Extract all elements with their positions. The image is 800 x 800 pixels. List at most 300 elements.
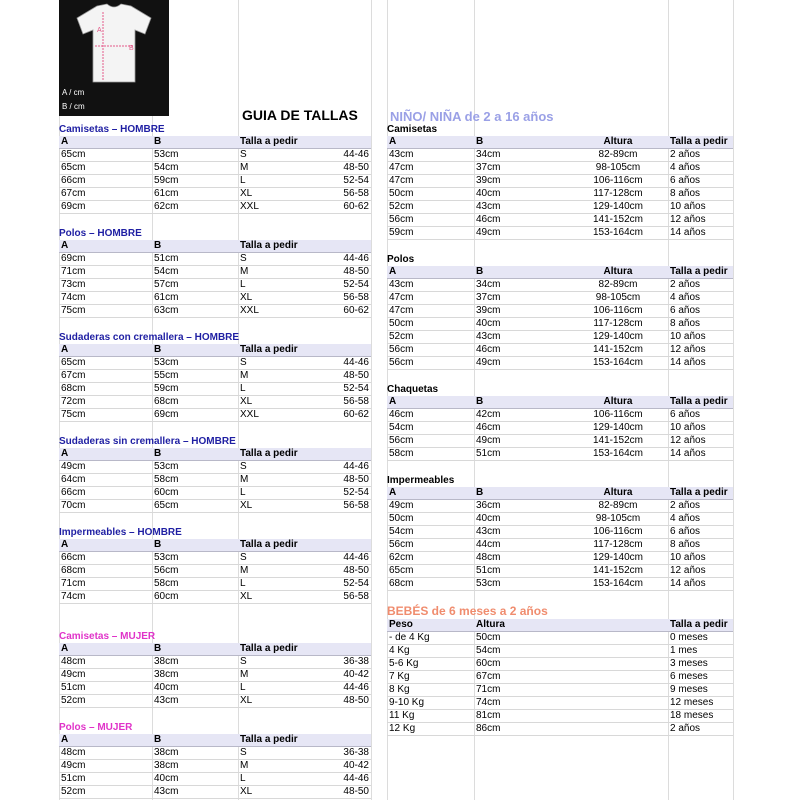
table-cell: 60cm <box>152 591 238 604</box>
table-row <box>59 149 371 162</box>
table-row <box>387 175 733 188</box>
table-cell: 48-50 <box>308 162 371 175</box>
table-cell: 106-116cm <box>568 305 668 318</box>
table-cell: 48-50 <box>308 474 371 487</box>
size-section <box>59 513 371 604</box>
kids-section <box>387 370 733 461</box>
table-cell: 40cm <box>152 773 238 786</box>
table-cell: 47cm <box>387 175 474 188</box>
table-cell: 74cm <box>59 292 152 305</box>
table-cell: 11 Kg <box>387 710 474 723</box>
table-cell: 50cm <box>474 632 568 645</box>
table-row <box>387 448 733 461</box>
size-section <box>59 422 371 513</box>
size-table <box>59 136 371 214</box>
table-cell: XXL <box>238 201 308 214</box>
table-row <box>59 292 371 305</box>
size-section <box>59 708 371 799</box>
header-cell: B <box>152 734 238 747</box>
table-row <box>59 487 371 500</box>
table-row <box>387 578 733 591</box>
section-title: Sudaderas sin cremallera – HOMBRE <box>59 436 236 447</box>
table-cell: 48cm <box>59 656 152 669</box>
table-cell: 10 años <box>668 201 733 214</box>
header-cell: A <box>59 344 152 357</box>
table-row <box>387 279 733 292</box>
table-cell: 38cm <box>152 669 238 682</box>
table-row <box>387 227 733 240</box>
table-row <box>387 552 733 565</box>
table-row <box>387 435 733 448</box>
header-cell: Talla a pedir <box>668 487 733 500</box>
header-cell <box>308 344 371 357</box>
table-cell: M <box>238 266 308 279</box>
table-cell: 7 Kg <box>387 671 474 684</box>
table-cell: XL <box>238 786 308 799</box>
table-cell: 46cm <box>474 344 568 357</box>
table-cell: 56-58 <box>308 500 371 513</box>
table-row <box>59 305 371 318</box>
hero-area <box>59 0 371 123</box>
table-cell: 48-50 <box>308 370 371 383</box>
table-cell: 60-62 <box>308 305 371 318</box>
header-cell: Peso <box>387 619 474 632</box>
table-cell: 9-10 Kg <box>387 697 474 710</box>
table-cell: 67cm <box>59 370 152 383</box>
table-cell: 52-54 <box>308 487 371 500</box>
table-cell: 69cm <box>59 201 152 214</box>
table-cell: XL <box>238 396 308 409</box>
table-cell: 57cm <box>152 279 238 292</box>
table-cell: 43cm <box>152 695 238 708</box>
table-cell: 43cm <box>474 331 568 344</box>
legend-b: B / cm <box>62 102 85 111</box>
header-cell: Altura <box>474 619 568 632</box>
table-cell: 64cm <box>59 474 152 487</box>
table-cell: 129-140cm <box>568 331 668 344</box>
table-cell: 51cm <box>152 253 238 266</box>
table-cell: 56cm <box>387 214 474 227</box>
table-row <box>387 565 733 578</box>
table-cell: 61cm <box>152 292 238 305</box>
table-row <box>59 760 371 773</box>
table-cell: 51cm <box>474 565 568 578</box>
table-cell <box>568 723 668 736</box>
table-cell: 9 meses <box>668 684 733 697</box>
header-cell: Talla a pedir <box>238 448 308 461</box>
table-cell: M <box>238 474 308 487</box>
table-cell: S <box>238 656 308 669</box>
table-row <box>59 565 371 578</box>
table-cell: 51cm <box>59 773 152 786</box>
table-cell: 73cm <box>59 279 152 292</box>
table-cell: 117-128cm <box>568 539 668 552</box>
table-cell: 12 años <box>668 344 733 357</box>
table-cell: 129-140cm <box>568 201 668 214</box>
table-cell: 12 años <box>668 565 733 578</box>
size-table <box>59 240 371 318</box>
table-cell: 43cm <box>387 279 474 292</box>
table-cell: 98-105cm <box>568 162 668 175</box>
table-cell: 48cm <box>59 747 152 760</box>
table-row <box>387 214 733 227</box>
table-cell: 60-62 <box>308 409 371 422</box>
table-cell: 52-54 <box>308 383 371 396</box>
table-header <box>387 136 733 149</box>
table-cell: 141-152cm <box>568 214 668 227</box>
header-cell: B <box>152 240 238 253</box>
adult-sections <box>59 123 371 799</box>
table-cell: 6 años <box>668 305 733 318</box>
table-cell: 37cm <box>474 292 568 305</box>
table-cell: S <box>238 357 308 370</box>
table-cell: 8 años <box>668 188 733 201</box>
table-cell: M <box>238 162 308 175</box>
tshirt-diagram <box>59 0 169 116</box>
table-cell: 2 años <box>668 723 733 736</box>
table-cell: 40cm <box>474 513 568 526</box>
section-title: Sudaderas con cremallera – HOMBRE <box>59 332 240 343</box>
table-row <box>387 292 733 305</box>
table-cell: L <box>238 773 308 786</box>
header-cell <box>568 619 668 632</box>
table-cell: 4 años <box>668 513 733 526</box>
table-row <box>387 513 733 526</box>
table-cell: 98-105cm <box>568 292 668 305</box>
table-cell: 65cm <box>152 500 238 513</box>
table-cell: 153-164cm <box>568 448 668 461</box>
table-row <box>387 331 733 344</box>
header-cell <box>308 734 371 747</box>
kids-size-table <box>387 136 733 240</box>
table-cell: 12 meses <box>668 697 733 710</box>
section-title: Polos <box>387 254 415 265</box>
size-section <box>59 604 371 708</box>
table-cell: 55cm <box>152 370 238 383</box>
table-row <box>59 747 371 760</box>
table-cell: 74cm <box>59 591 152 604</box>
table-row <box>387 526 733 539</box>
table-cell: 52cm <box>59 786 152 799</box>
table-row <box>387 684 733 697</box>
section-title: Polos – HOMBRE <box>59 228 142 239</box>
table-header <box>59 643 371 656</box>
table-cell: 66cm <box>59 175 152 188</box>
table-cell: 65cm <box>387 565 474 578</box>
table-row <box>59 201 371 214</box>
table-cell: 14 años <box>668 227 733 240</box>
table-row <box>387 409 733 422</box>
table-cell: L <box>238 175 308 188</box>
table-row <box>59 656 371 669</box>
table-cell: 60cm <box>152 487 238 500</box>
header-cell: Talla a pedir <box>668 136 733 149</box>
table-cell: 56cm <box>152 565 238 578</box>
size-table <box>59 734 371 799</box>
table-header <box>59 344 371 357</box>
table-cell: S <box>238 253 308 266</box>
table-cell: 56cm <box>387 344 474 357</box>
header-cell: Talla a pedir <box>668 619 733 632</box>
table-cell: 49cm <box>474 435 568 448</box>
table-cell: M <box>238 669 308 682</box>
size-table <box>59 643 371 708</box>
table-cell: 40cm <box>474 318 568 331</box>
table-cell: 49cm <box>59 461 152 474</box>
table-row <box>387 539 733 552</box>
table-cell: 8 años <box>668 539 733 552</box>
table-cell: 49cm <box>474 357 568 370</box>
table-cell: 56cm <box>387 357 474 370</box>
table-cell: 6 meses <box>668 671 733 684</box>
table-cell: 62cm <box>387 552 474 565</box>
table-row <box>59 409 371 422</box>
table-cell: 68cm <box>152 396 238 409</box>
section-title: Camisetas <box>387 124 438 135</box>
diagram-label-b: B <box>129 45 134 52</box>
table-cell: 117-128cm <box>568 318 668 331</box>
table-cell: S <box>238 552 308 565</box>
header-cell: Talla a pedir <box>238 136 308 149</box>
table-cell: 43cm <box>474 201 568 214</box>
table-cell: 50cm <box>387 318 474 331</box>
table-row <box>59 253 371 266</box>
kids-header <box>387 0 733 123</box>
table-row <box>59 682 371 695</box>
table-cell: 2 años <box>668 149 733 162</box>
table-cell: 117-128cm <box>568 188 668 201</box>
table-row <box>59 357 371 370</box>
table-cell: 2 años <box>668 500 733 513</box>
table-header <box>387 619 733 632</box>
table-cell: 44-46 <box>308 461 371 474</box>
table-cell: 71cm <box>474 684 568 697</box>
table-cell: XL <box>238 188 308 201</box>
table-cell: XL <box>238 292 308 305</box>
table-cell: 48cm <box>474 552 568 565</box>
table-cell: 65cm <box>59 357 152 370</box>
table-cell: 44-46 <box>308 149 371 162</box>
table-cell: 40-42 <box>308 669 371 682</box>
table-header <box>387 396 733 409</box>
table-cell: 52-54 <box>308 175 371 188</box>
table-cell: 58cm <box>152 474 238 487</box>
header-cell <box>308 136 371 149</box>
table-cell: 82-89cm <box>568 149 668 162</box>
section-title: Impermeables <box>387 475 455 486</box>
table-cell: 54cm <box>387 526 474 539</box>
table-cell: 66cm <box>59 552 152 565</box>
table-cell: 44-46 <box>308 773 371 786</box>
table-row <box>387 188 733 201</box>
table-cell: 36cm <box>474 500 568 513</box>
table-cell: 4 años <box>668 162 733 175</box>
table-row <box>59 695 371 708</box>
table-row <box>387 645 733 658</box>
table-cell: 43cm <box>387 149 474 162</box>
table-cell: 56-58 <box>308 188 371 201</box>
table-cell: 129-140cm <box>568 422 668 435</box>
header-cell: Talla a pedir <box>238 240 308 253</box>
table-cell: 5-6 Kg <box>387 658 474 671</box>
kids-size-table <box>387 266 733 370</box>
section-title: Camisetas – MUJER <box>59 631 156 642</box>
table-cell: 6 años <box>668 175 733 188</box>
table-cell: 129-140cm <box>568 552 668 565</box>
diagram-label-a: A <box>97 27 102 34</box>
table-cell: 56-58 <box>308 396 371 409</box>
table-cell: 6 años <box>668 526 733 539</box>
table-cell <box>568 671 668 684</box>
header-cell: Talla a pedir <box>238 344 308 357</box>
table-cell: 81cm <box>474 710 568 723</box>
table-cell: 72cm <box>59 396 152 409</box>
legend-a: A / cm <box>62 88 85 97</box>
table-row <box>59 786 371 799</box>
table-cell: XL <box>238 500 308 513</box>
table-cell: 37cm <box>474 162 568 175</box>
table-cell: S <box>238 747 308 760</box>
table-cell: 56cm <box>387 539 474 552</box>
table-header <box>59 539 371 552</box>
table-header <box>59 448 371 461</box>
table-cell: 153-164cm <box>568 227 668 240</box>
header-cell: A <box>59 448 152 461</box>
table-cell: 47cm <box>387 292 474 305</box>
table-cell: 60-62 <box>308 201 371 214</box>
table-cell: 60cm <box>474 658 568 671</box>
table-cell: 36-38 <box>308 656 371 669</box>
table-cell: 44-46 <box>308 552 371 565</box>
table-cell <box>568 632 668 645</box>
table-cell: 65cm <box>59 149 152 162</box>
table-cell: M <box>238 760 308 773</box>
table-cell: 14 años <box>668 357 733 370</box>
header-cell: B <box>474 396 568 409</box>
table-cell: 48-50 <box>308 565 371 578</box>
table-cell: 65cm <box>59 162 152 175</box>
table-cell: 12 Kg <box>387 723 474 736</box>
header-cell: A <box>387 136 474 149</box>
table-cell: 52-54 <box>308 578 371 591</box>
header-cell: A <box>387 266 474 279</box>
table-cell: 106-116cm <box>568 175 668 188</box>
table-cell: 54cm <box>474 645 568 658</box>
kids-size-table <box>387 487 733 591</box>
table-cell: 67cm <box>474 671 568 684</box>
table-cell: 58cm <box>152 578 238 591</box>
table-cell <box>568 697 668 710</box>
table-cell: 42cm <box>474 409 568 422</box>
table-cell: 4 años <box>668 292 733 305</box>
table-cell: 43cm <box>152 786 238 799</box>
table-cell: 52cm <box>387 331 474 344</box>
table-row <box>59 383 371 396</box>
table-cell: 52cm <box>59 695 152 708</box>
table-cell: 69cm <box>152 409 238 422</box>
table-cell: 58cm <box>387 448 474 461</box>
header-cell: Talla a pedir <box>238 539 308 552</box>
table-row <box>387 357 733 370</box>
table-header <box>59 136 371 149</box>
table-cell: XXL <box>238 305 308 318</box>
table-cell: 36-38 <box>308 747 371 760</box>
table-row <box>387 318 733 331</box>
table-row <box>387 422 733 435</box>
size-section <box>59 318 371 422</box>
table-cell: 44-46 <box>308 682 371 695</box>
table-row <box>59 396 371 409</box>
table-cell: 10 años <box>668 552 733 565</box>
table-cell: 46cm <box>387 409 474 422</box>
table-row <box>59 279 371 292</box>
kids-section <box>387 240 733 370</box>
table-cell: 50cm <box>387 188 474 201</box>
table-row <box>59 266 371 279</box>
table-row <box>387 671 733 684</box>
table-row <box>387 344 733 357</box>
table-cell: 0 meses <box>668 632 733 645</box>
table-cell: 49cm <box>387 500 474 513</box>
table-cell: 3 meses <box>668 658 733 671</box>
table-cell: L <box>238 279 308 292</box>
size-table <box>59 448 371 513</box>
table-cell: 14 años <box>668 448 733 461</box>
header-cell: Talla a pedir <box>668 396 733 409</box>
header-cell: A <box>59 643 152 656</box>
table-cell: 43cm <box>474 526 568 539</box>
table-cell: 49cm <box>59 760 152 773</box>
table-cell: 71cm <box>59 266 152 279</box>
table-cell: XL <box>238 695 308 708</box>
table-cell: 34cm <box>474 279 568 292</box>
table-cell: L <box>238 487 308 500</box>
table-cell: 4 Kg <box>387 645 474 658</box>
size-section <box>59 214 371 318</box>
table-cell: 44-46 <box>308 357 371 370</box>
table-cell: M <box>238 370 308 383</box>
table-cell: 12 años <box>668 214 733 227</box>
table-row <box>387 305 733 318</box>
table-cell: 82-89cm <box>568 279 668 292</box>
table-cell: 98-105cm <box>568 513 668 526</box>
table-cell: S <box>238 149 308 162</box>
table-cell: 71cm <box>59 578 152 591</box>
header-cell: Talla a pedir <box>668 266 733 279</box>
table-cell: 59cm <box>387 227 474 240</box>
table-cell: 153-164cm <box>568 578 668 591</box>
table-row <box>59 461 371 474</box>
header-cell <box>308 240 371 253</box>
table-row <box>387 149 733 162</box>
tshirt-icon <box>59 0 169 116</box>
table-cell: 56-58 <box>308 591 371 604</box>
header-cell: A <box>59 734 152 747</box>
baby-title: BEBÉS de 6 meses a 2 años <box>387 604 548 618</box>
header-cell <box>308 643 371 656</box>
kids-section <box>387 461 733 591</box>
table-cell <box>568 684 668 697</box>
table-cell: 8 Kg <box>387 684 474 697</box>
table-row <box>59 591 371 604</box>
section-title: Impermeables – HOMBRE <box>59 527 182 538</box>
table-row <box>387 162 733 175</box>
section-title: Camisetas – HOMBRE <box>59 124 165 135</box>
header-cell: Altura <box>568 396 668 409</box>
table-cell: 38cm <box>152 760 238 773</box>
table-cell: 8 años <box>668 318 733 331</box>
table-cell: 66cm <box>59 487 152 500</box>
